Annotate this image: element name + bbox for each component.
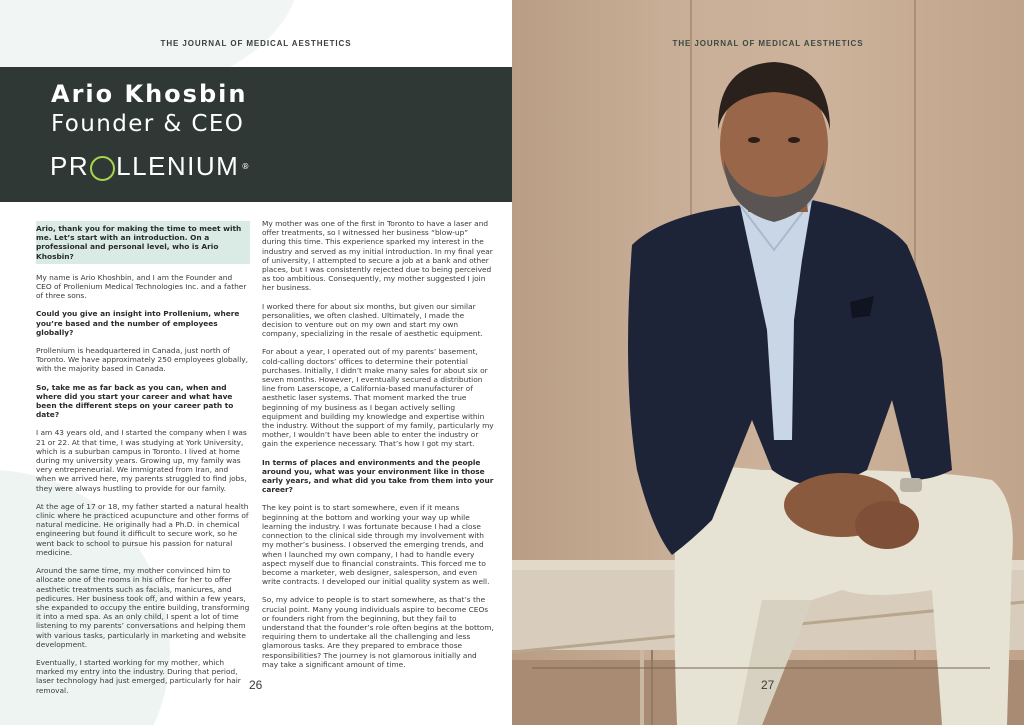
- interviewee-name: Ario Khosbin: [51, 80, 248, 108]
- paragraph: Eventually, I started working for my mother, which marked my entry into the industry. During that period, laser technology had just emerged, particularly for hair removal.: [36, 657, 241, 695]
- paragraph: At the age of 17 or 18, my father started a natural health clinic where he practiced acupuncture and other forms of natural medicine. He originally had a Ph.D. in chemical engineering but found it difficult to secure work, so he went back to school to pursue his passion for natural medicine.: [36, 501, 249, 557]
- page-number-right: 27: [761, 678, 775, 692]
- paragraph: My name is Ario Khoshbin, and I am the Founder and CEO of Prollenium Medical Technologies Inc. and a father of three sons.: [36, 272, 247, 301]
- question: So, take me as far back as you can, when and where did you start your career and what have been the different steps on your career path to date?: [36, 382, 234, 420]
- paragraph: Around the same time, my mother convinced him to allocate one of the rooms in his office for her to offer aesthetic treatments such as facials, manicures, and pedicures. Her business took off, and within a few years, she expanded to occupy the entire building, transforming it into a med spa. As an only child, I spent a lot of time listening to my parents’ conversations and helping them with various tasks, particularly in marketing and website development.: [36, 566, 250, 649]
- paragraph: Prollenium is headquartered in Canada, just north of Toronto. We have approximately 250 employees globally, with the majority based in Canada.: [36, 346, 249, 374]
- article-column-1: [36, 221, 250, 704]
- logo-ring-icon: [90, 156, 115, 181]
- paragraph: So, my advice to people is to start somewhere, as that’s the crucial point. Many young individuals aspire to become CEOs or founders right from the beginning, but they fail to understand that the founder’s role often begins at the bottom, requiring them to undertake all the challenging and less glamorous tasks. Are they prepared to embrace those responsibilities? The journey is not glamorous initially and may take a significant amount of time.: [262, 595, 494, 669]
- paragraph: For about a year, I operated out of my parents’ basement, cold-calling doctors’ offices to determine their potential purchases. Initially, I didn’t make many sales for about six or seven months. However, I eventually secured a distribution line from Laserscope, a California-based manufacturer of aesthetic laser systems. That moment marked the true beginning of my business as I began actively selling equipment and building my knowledge and expertise within the industry. Without the support of my family, particularly my mother, I wouldn’t have been able to enter the industry or gain the experience necessary. That’s how I got my start.: [262, 347, 494, 449]
- paragraph: I am 43 years old, and I started the company when I was 21 or 22. At that time, I was studying at York University, which is a suburban campus in Toronto. I lived at home during my university years. Growing up, my family was very entrepreneurial. We immigrated from Iran, and when we arrived here, my parents struggled to find jobs, they were always hustling to provide for our family.: [36, 428, 247, 493]
- question: In terms of places and environments and the people around you, what was your environment like in those early years, and what did you take from them into your career?: [262, 457, 494, 495]
- intro-question: Ario, thank you for making the time to meet with me. Let’s start with an introduction. On a professional and personal level, who is Ario Khosbin?: [36, 221, 250, 264]
- page-number-left: 26: [249, 678, 263, 692]
- logo-text-post: LLENIUM: [116, 150, 240, 181]
- journal-title-right: THE JOURNAL OF MEDICAL AESTHETICS: [672, 39, 864, 48]
- article-column-2: [262, 219, 494, 678]
- journal-title-left: THE JOURNAL OF MEDICAL AESTHETICS: [160, 39, 352, 48]
- portrait-photo-page: [512, 0, 1024, 725]
- interviewee-role: Founder & CEO: [51, 111, 245, 137]
- prollenium-logo: [50, 147, 249, 185]
- paragraph: My mother was one of the first in Toronto to have a laser and offer treatments, so I witnessed her business “blow-up” during this time. This experience sparked my interest in the industry and served as my initial introduction. In my final year of university, I attempted to secure a job at a bank and other places, but I was consistently rejected due to being perceived as too ambitious. Consequently, my mother suggested I join her business.: [262, 219, 493, 293]
- question: Could you give an insight into Prollenium, where you’re based and the number of employees globally?: [36, 309, 240, 337]
- portrait-illustration: [512, 0, 1024, 725]
- paragraph: The key point is to start somewhere, even if it means beginning at the bottom and working your way up while learning the industry. I was fortunate because I had a close connection to the clinical side through my involvement with my mother’s business. I observed the emerging trends, and when I launched my own company, I had to handle every aspect myself due to financial constraints. This forced me to become a marketer, web designer, salesperson, and even write contracts. I developed our initial quality system as well.: [262, 503, 490, 587]
- logo-registered-mark: ®: [241, 161, 250, 171]
- paragraph: I worked there for about six months, but given our similar personalities, we often clashed. Ultimately, I made the decision to venture out on my own and start my own company, specializing in the resale of aesthetic equipment.: [262, 301, 483, 339]
- logo-text-pre: PR: [50, 150, 90, 181]
